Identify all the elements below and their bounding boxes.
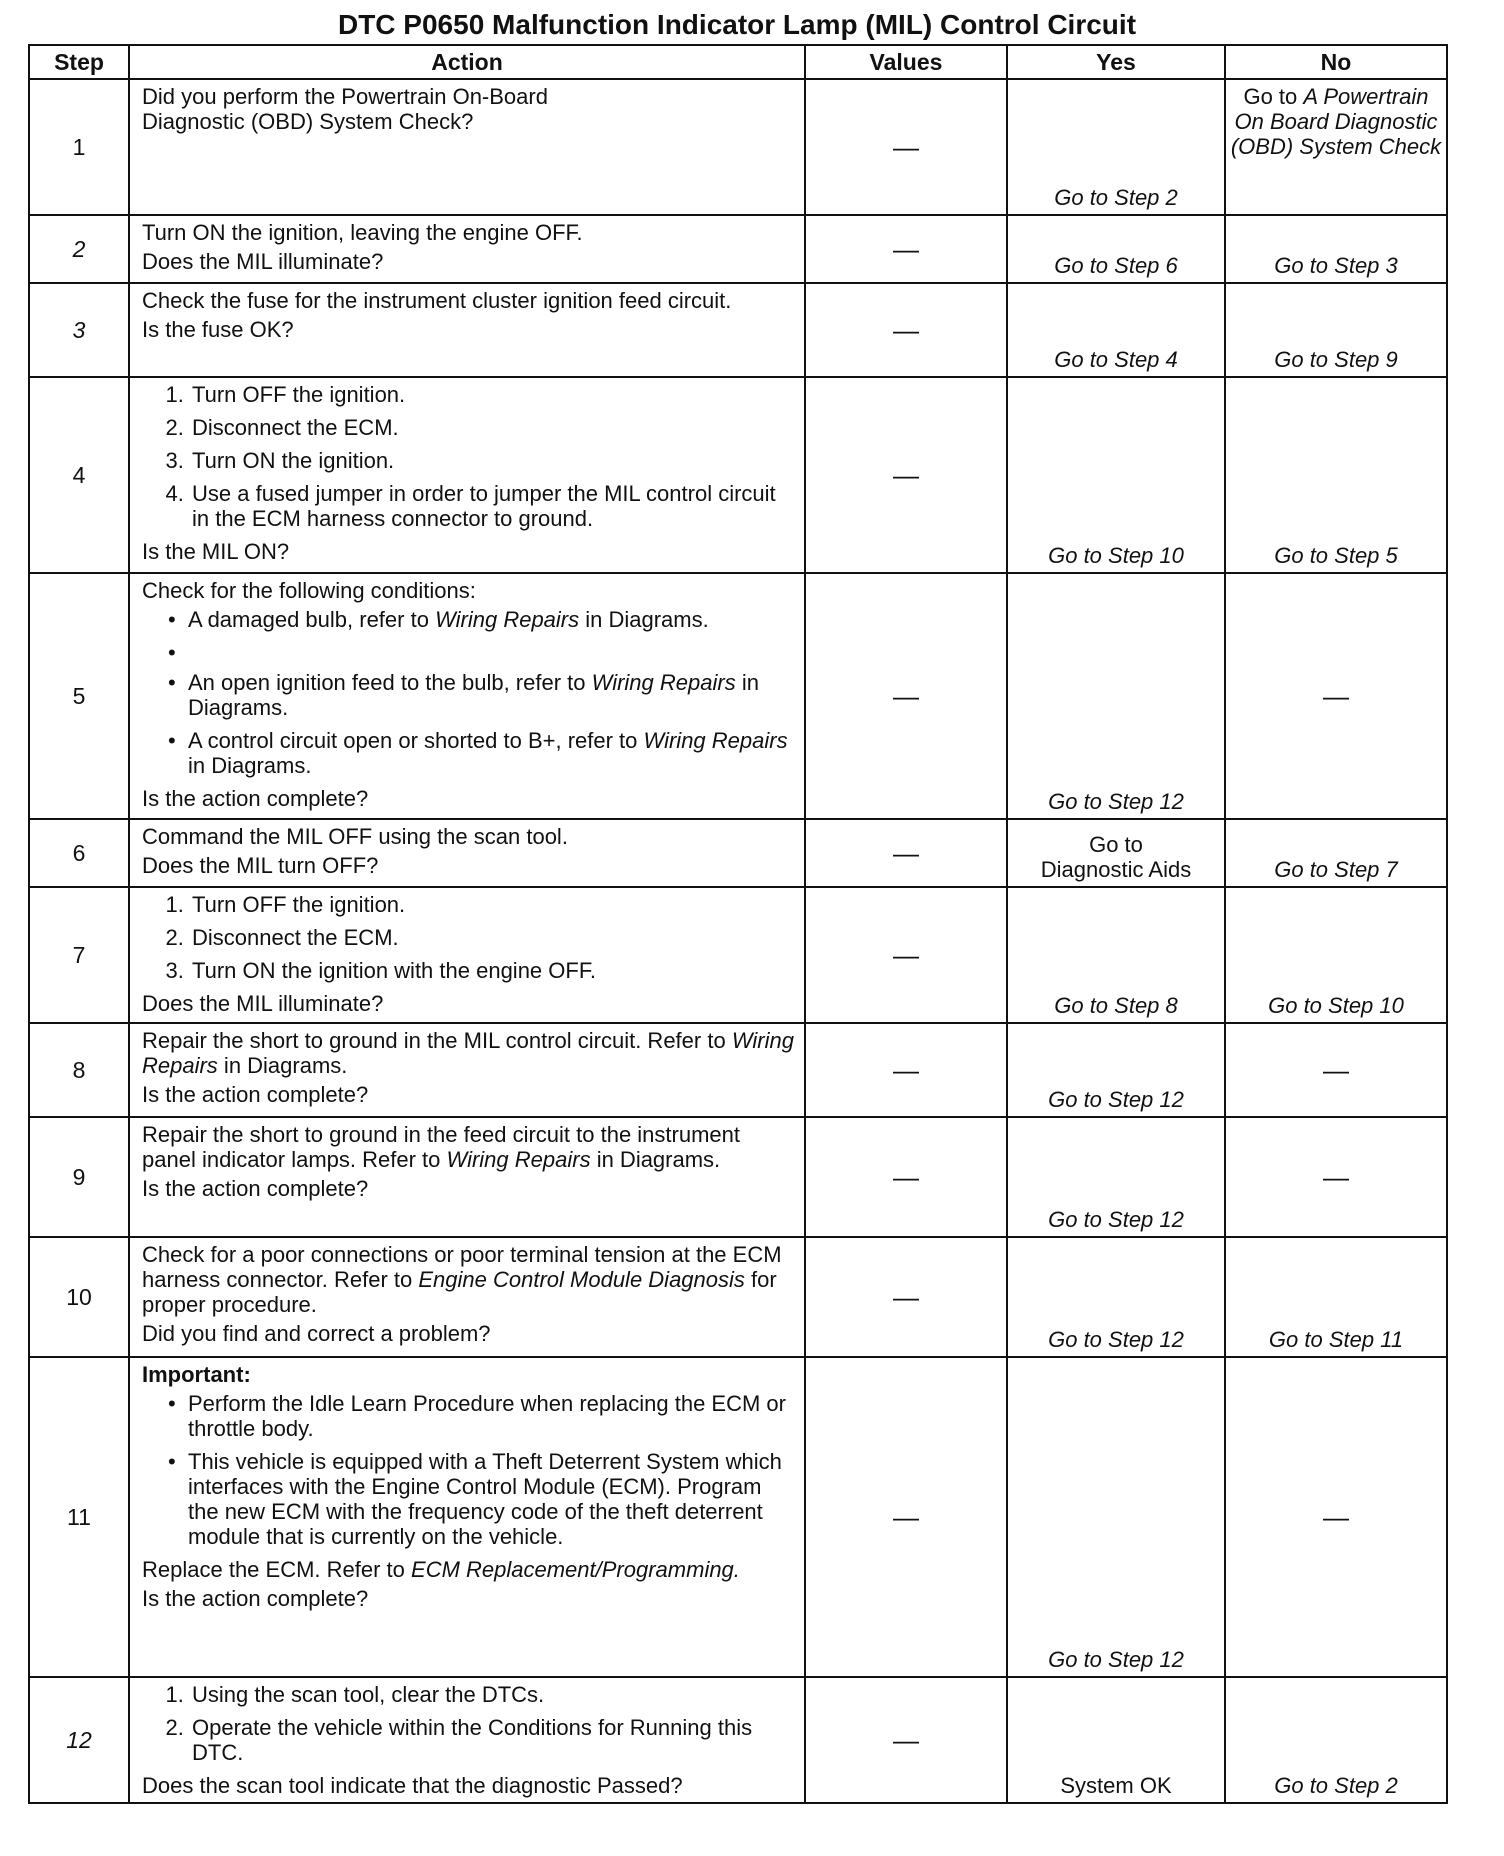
step-number: 3 bbox=[29, 283, 129, 377]
step-number: 8 bbox=[29, 1023, 129, 1117]
yes-cell bbox=[1007, 819, 1225, 887]
diagnostic-aids-link: Diagnostic Aids bbox=[1040, 857, 1192, 882]
yes-cell: Go to Step 6 bbox=[1007, 215, 1225, 283]
values-cell: — bbox=[805, 1677, 1007, 1803]
header-step: Step bbox=[29, 45, 129, 79]
header-action: Action bbox=[129, 45, 805, 79]
important-label: Important: bbox=[142, 1362, 251, 1387]
action-text bbox=[142, 1122, 794, 1172]
action-cell bbox=[129, 573, 805, 819]
step-number: 2 bbox=[29, 215, 129, 283]
action-cell bbox=[129, 1023, 805, 1117]
values-cell: — bbox=[805, 819, 1007, 887]
action-text: in Diagrams. bbox=[217, 1053, 348, 1078]
no-cell: — bbox=[1225, 573, 1447, 819]
yes-cell: Go to Step 12 bbox=[1007, 1357, 1225, 1677]
table-row bbox=[29, 1357, 1447, 1677]
list-item: 4. Use a fused jumper in order to jumper the MIL control circuit in the ECM harness connector to ground. bbox=[190, 481, 794, 531]
no-cell: — bbox=[1225, 1023, 1447, 1117]
action-question: Is the action complete? bbox=[142, 786, 369, 811]
step-number: 11 bbox=[29, 1357, 129, 1677]
action-text: Replace the ECM. Refer to bbox=[142, 1557, 412, 1582]
yes-cell: Go to Step 10 bbox=[1007, 377, 1225, 573]
action-question: Does the MIL illuminate? bbox=[142, 249, 384, 274]
table-row bbox=[29, 1237, 1447, 1357]
table-row bbox=[29, 1117, 1447, 1237]
wiring-repairs-link: Wiring Repairs bbox=[591, 670, 736, 695]
action-text: Turn ON the ignition, leaving the engine OFF. bbox=[142, 220, 583, 245]
condition-text: A damaged bulb, refer to bbox=[188, 607, 436, 632]
list-item: • This vehicle is equipped with a Theft Deterrent System which interfaces with the Engine Control Module (ECM). Program the new ECM with the frequency code of the theft deterrent module that is currently on the vehicle. bbox=[188, 1449, 794, 1549]
action-cell bbox=[129, 819, 805, 887]
list-item: 2. Operate the vehicle within the Conditions for Running this DTC. bbox=[190, 1715, 794, 1765]
condition-text: A control circuit open or shorted to B+, refer to bbox=[188, 728, 644, 753]
action-cell bbox=[129, 1677, 805, 1803]
no-cell: Go to Step 10 bbox=[1225, 887, 1447, 1023]
list-item bbox=[188, 607, 794, 632]
action-question: Does the MIL illuminate? bbox=[142, 991, 384, 1016]
action-question: Is the action complete? bbox=[142, 1176, 369, 1201]
yes-cell: Go to Step 12 bbox=[1007, 1023, 1225, 1117]
list-item: 2. Disconnect the ECM. bbox=[190, 415, 794, 440]
table-row bbox=[29, 819, 1447, 887]
action-text: Diagnostic (OBD) System Check? bbox=[142, 109, 474, 134]
action-text bbox=[142, 1242, 794, 1317]
no-cell: Go to Step 11 bbox=[1225, 1237, 1447, 1357]
action-text: Check the fuse for the instrument cluster ignition feed circuit. bbox=[142, 288, 732, 313]
no-cell: Go to Step 9 bbox=[1225, 283, 1447, 377]
list-item: 1. Using the scan tool, clear the DTCs. bbox=[190, 1682, 794, 1707]
yes-cell: Go to Step 12 bbox=[1007, 1237, 1225, 1357]
action-list bbox=[142, 892, 794, 983]
wiring-repairs-link: Wiring Repairs bbox=[446, 1147, 591, 1172]
action-cell bbox=[129, 1117, 805, 1237]
no-cell: Go to Step 5 bbox=[1225, 377, 1447, 573]
action-question: Does the MIL turn OFF? bbox=[142, 853, 379, 878]
table-row bbox=[29, 887, 1447, 1023]
action-text: Check for a poor connections or poor terminal tension at the ECM harness connector. Refer to bbox=[142, 1242, 782, 1292]
values-cell: — bbox=[805, 377, 1007, 573]
condition-text: in Diagrams. bbox=[188, 670, 759, 720]
step-number: 5 bbox=[29, 573, 129, 819]
header-values: Values bbox=[805, 45, 1007, 79]
action-cell bbox=[129, 1237, 805, 1357]
table-row bbox=[29, 215, 1447, 283]
diagnostic-table bbox=[28, 44, 1448, 1804]
list-item: 3. Turn ON the ignition. bbox=[190, 448, 794, 473]
list-item: 3. Turn ON the ignition with the engine OFF. bbox=[190, 958, 794, 983]
no-cell: Go to Step 2 bbox=[1225, 1677, 1447, 1803]
values-cell: — bbox=[805, 887, 1007, 1023]
no-cell: — bbox=[1225, 1117, 1447, 1237]
wiring-repairs-link: Wiring Repairs bbox=[435, 607, 580, 632]
action-question: Is the action complete? bbox=[142, 1586, 369, 1611]
step-number: 12 bbox=[29, 1677, 129, 1803]
list-item bbox=[188, 670, 794, 720]
yes-cell: Go to Step 8 bbox=[1007, 887, 1225, 1023]
no-link: A Powertrain On Board Diagnostic (OBD) System Check bbox=[1230, 84, 1442, 159]
yes-cell: System OK bbox=[1007, 1677, 1225, 1803]
wiring-repairs-link: Wiring Repairs bbox=[643, 728, 788, 753]
step-number: 9 bbox=[29, 1117, 129, 1237]
list-item bbox=[188, 728, 794, 778]
header-no: No bbox=[1225, 45, 1447, 79]
condition-list bbox=[142, 607, 794, 778]
important-list bbox=[142, 1391, 794, 1549]
table-row bbox=[29, 573, 1447, 819]
values-cell: — bbox=[805, 1117, 1007, 1237]
values-cell: — bbox=[805, 215, 1007, 283]
values-cell: — bbox=[805, 79, 1007, 215]
action-cell bbox=[129, 377, 805, 573]
condition-text: in Diagrams. bbox=[579, 607, 709, 632]
list-item: • Perform the Idle Learn Procedure when replacing the ECM or throttle body. bbox=[188, 1391, 794, 1441]
no-cell: — bbox=[1225, 1357, 1447, 1677]
yes-text: Go to bbox=[1089, 832, 1143, 857]
list-item: 2. Disconnect the ECM. bbox=[190, 925, 794, 950]
yes-cell: Go to Step 12 bbox=[1007, 573, 1225, 819]
action-cell bbox=[129, 215, 805, 283]
yes-cell: Go to Step 12 bbox=[1007, 1117, 1225, 1237]
action-text: in Diagrams. bbox=[590, 1147, 721, 1172]
action-text: Command the MIL OFF using the scan tool. bbox=[142, 824, 568, 849]
action-cell bbox=[129, 887, 805, 1023]
action-question: Does the scan tool indicate that the diagnostic Passed? bbox=[142, 1773, 683, 1798]
no-cell: Go to Step 3 bbox=[1225, 215, 1447, 283]
table-row bbox=[29, 1023, 1447, 1117]
no-cell bbox=[1225, 79, 1447, 215]
values-cell: — bbox=[805, 1357, 1007, 1677]
list-item: 1. Turn OFF the ignition. bbox=[190, 382, 794, 407]
action-text: for proper procedure. bbox=[142, 1267, 777, 1317]
action-cell bbox=[129, 283, 805, 377]
condition-text: in Diagrams. bbox=[188, 753, 312, 778]
step-number: 10 bbox=[29, 1237, 129, 1357]
header-yes: Yes bbox=[1007, 45, 1225, 79]
no-text: Go to bbox=[1243, 84, 1304, 109]
yes-cell: Go to Step 2 bbox=[1007, 79, 1225, 215]
yes-cell: Go to Step 4 bbox=[1007, 283, 1225, 377]
table-row bbox=[29, 283, 1447, 377]
action-question: Is the action complete? bbox=[142, 1082, 369, 1107]
action-text: Check for the following conditions: bbox=[142, 578, 476, 603]
action-question: Did you find and correct a problem? bbox=[142, 1321, 491, 1346]
action-text bbox=[142, 1557, 794, 1582]
spacer bbox=[188, 640, 794, 662]
action-text: Repair the short to ground in the feed circuit to the instrument panel indicator lamps. Refer to bbox=[142, 1122, 740, 1172]
action-list bbox=[142, 382, 794, 531]
ecm-replacement-link: ECM Replacement/Programming. bbox=[411, 1557, 740, 1582]
action-cell bbox=[129, 79, 805, 215]
values-cell: — bbox=[805, 1023, 1007, 1117]
action-cell bbox=[129, 1357, 805, 1677]
list-item: 1. Turn OFF the ignition. bbox=[190, 892, 794, 917]
action-question: Is the MIL ON? bbox=[142, 539, 290, 564]
values-cell: — bbox=[805, 283, 1007, 377]
table-row bbox=[29, 377, 1447, 573]
table-row bbox=[29, 79, 1447, 215]
values-cell: — bbox=[805, 1237, 1007, 1357]
condition-text: An open ignition feed to the bulb, refer to bbox=[188, 670, 592, 695]
page-title: DTC P0650 Malfunction Indicator Lamp (MIL) Control Circuit bbox=[337, 9, 1137, 40]
step-number: 1 bbox=[29, 79, 129, 215]
action-list bbox=[142, 1682, 794, 1765]
action-question: Is the fuse OK? bbox=[142, 317, 294, 342]
action-text: Repair the short to ground in the MIL control circuit. Refer to bbox=[142, 1028, 732, 1053]
step-number: 4 bbox=[29, 377, 129, 573]
action-text: Did you perform the Powertrain On-Board bbox=[142, 84, 548, 109]
no-cell: Go to Step 7 bbox=[1225, 819, 1447, 887]
table-header-row bbox=[29, 45, 1447, 79]
step-number: 6 bbox=[29, 819, 129, 887]
values-cell: — bbox=[805, 573, 1007, 819]
step-number: 7 bbox=[29, 887, 129, 1023]
ecm-diagnosis-link: Engine Control Module Diagnosis bbox=[418, 1267, 745, 1292]
wiring-repairs-link: Wiring Repairs bbox=[142, 1028, 794, 1078]
action-text bbox=[142, 1028, 794, 1078]
table-row bbox=[29, 1677, 1447, 1803]
